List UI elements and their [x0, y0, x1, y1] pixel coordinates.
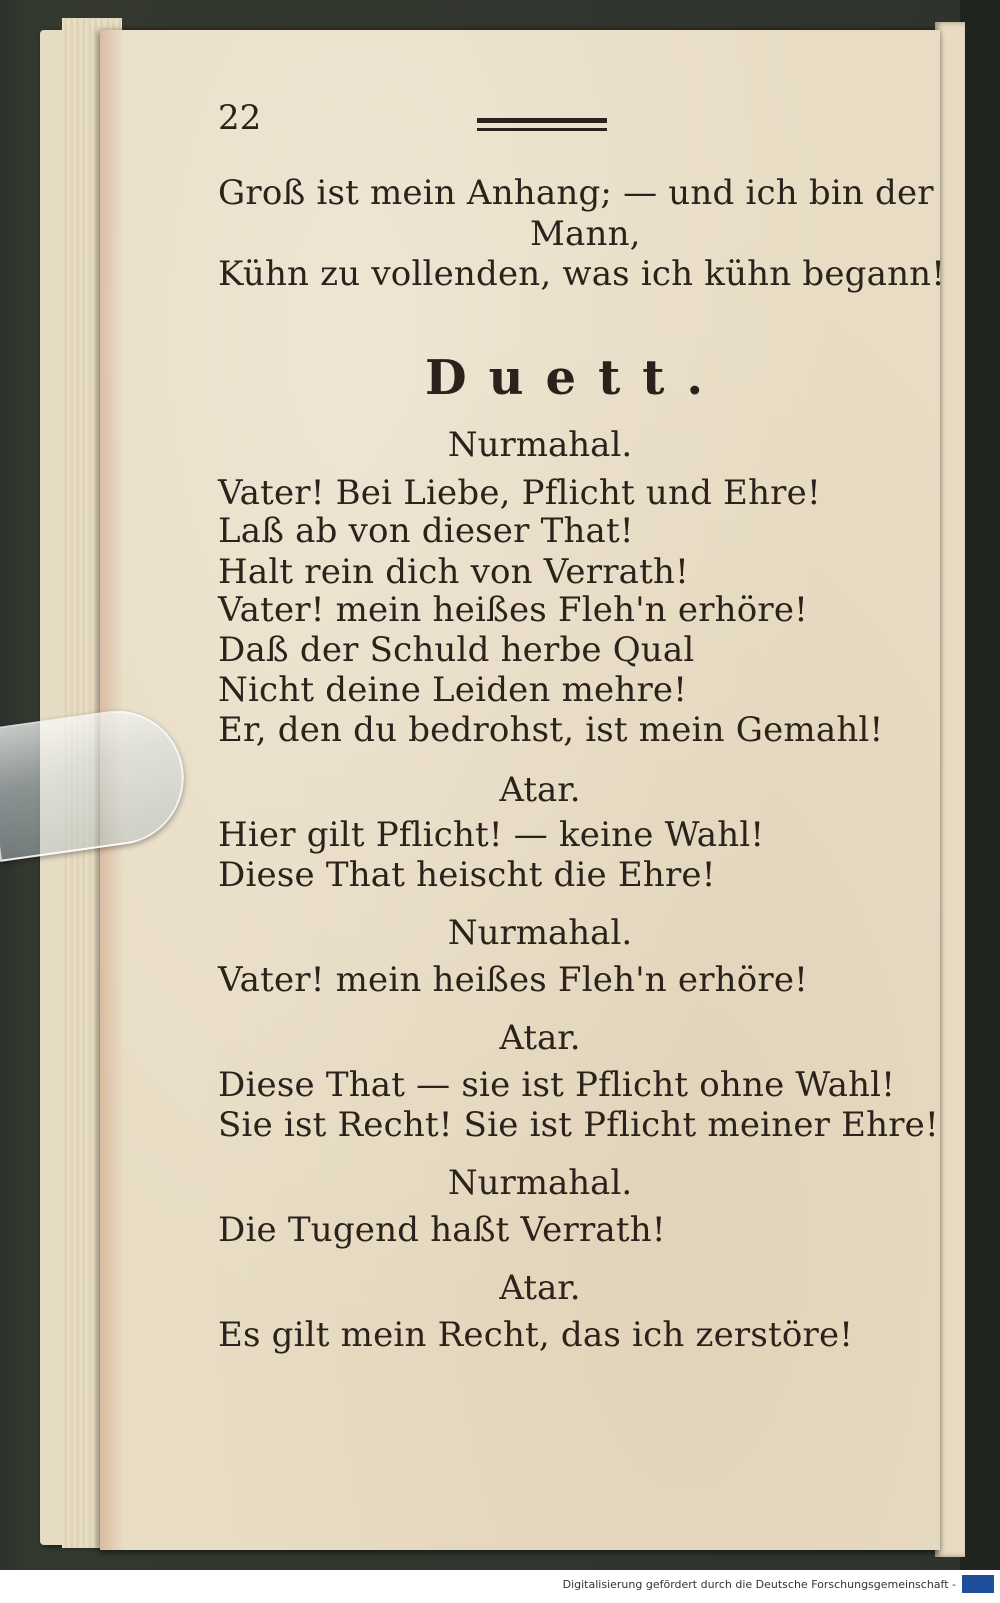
text-line: Sie ist Recht! Sie ist Pflicht meiner Ehre!: [218, 1105, 939, 1145]
text-line: Diese That — sie ist Pflicht ohne Wahl!: [218, 1065, 896, 1105]
speaker-name: Nurmahal.: [447, 1163, 633, 1203]
text-line: Kühn zu vollenden, was ich kühn begann!: [218, 254, 946, 294]
speaker-name: Nurmahal.: [447, 425, 633, 465]
speaker-name: Nurmahal.: [447, 913, 633, 953]
text-line: Hier gilt Pflicht! — keine Wahl!: [218, 815, 765, 855]
dfg-logo: [962, 1575, 994, 1593]
speaker-name: Atar.: [499, 770, 581, 810]
text-line: Er, den du bedrohst, ist mein Gemahl!: [218, 710, 884, 750]
scan-border-right: [960, 0, 1000, 1570]
section-heading: Duett.: [425, 350, 726, 406]
text-line: Die Tugend haßt Verrath!: [218, 1210, 666, 1250]
text-line: Halt rein dich von Verrath!: [218, 552, 689, 592]
speaker-name: Atar.: [499, 1268, 581, 1308]
text-line: Vater! mein heißes Fleh'n erhöre!: [218, 960, 809, 1000]
text-line: Diese That heischt die Ehre!: [218, 855, 716, 895]
text-line: Vater! Bei Liebe, Pflicht und Ehre!: [218, 473, 821, 513]
page-number: 22: [218, 98, 262, 138]
header-rule: [477, 118, 607, 123]
text-line: Nicht deine Leiden mehre!: [218, 670, 688, 710]
text-line: Mann,: [530, 214, 641, 254]
text-line: Es gilt mein Recht, das ich zerstöre!: [218, 1315, 854, 1355]
speaker-name: Atar.: [499, 1018, 581, 1058]
text-line: Vater! mein heißes Fleh'n erhöre!: [218, 590, 809, 630]
text-line: Groß ist mein Anhang; — und ich bin der: [218, 173, 934, 213]
footer-credit: Digitalisierung gefördert durch die Deutsche Forschungsgemeinschaft -: [562, 1578, 956, 1591]
header-rule: [477, 128, 607, 131]
text-line: Laß ab von dieser That!: [218, 511, 634, 551]
text-line: Daß der Schuld herbe Qual: [218, 630, 695, 670]
